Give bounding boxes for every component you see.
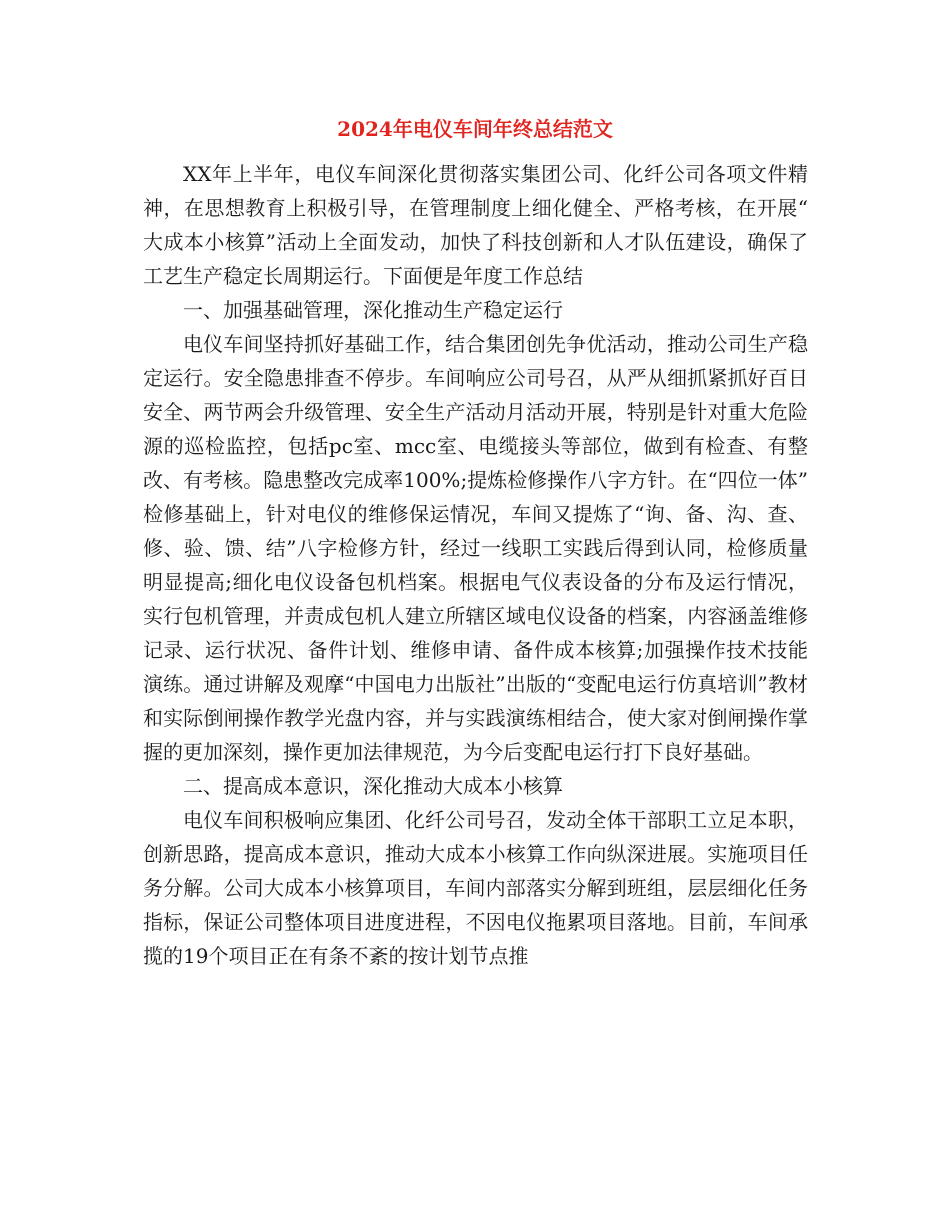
section-heading-1: 一、加强基础管理，深化推动生产稳定运行 (183, 298, 563, 322)
document-body (143, 157, 808, 973)
section-2-paragraph: 电仪车间积极响应集团、化纤公司号召，发动全体干部职工立足本职，创新思路，提高成本意识，推动大成本小核算工作向纵深进展。实施项目任务分解。公司大成本小核算项目，车间内部落实分解到班组，层层细化任务指标，保证公司整体项目进度进程，不因电仪拖累项目落地。目前，车间承揽的19个项目正在有条不紊的按计划节点推 (143, 808, 808, 968)
section-1-paragraph: 电仪车间坚持抓好基础工作，结合集团创先争优活动，推动公司生产稳定运行。安全隐患排查不停步。车间响应公司号召，从严从细抓紧抓好百日安全、两节两会升级管理、安全生产活动月活动开展，特别是针对重大危险源的巡检监控，包括pc室、mcc室、电缆接头等部位，做到有检查、有整改、有考核。隐患整改完成率100%;提炼检修操作八字方针。在“四位一体”检修基础上，针对电仪的维修保运情况，车间又提炼了“询、备、沟、查、修、验、馈、结”八字检修方针，经过一线职工实践后得到认同，检修质量明显提高;细化电仪设备包机档案。根据电气仪表设备的分布及运行情况，实行包机管理，并责成包机人建立所辖区域电仪设备的档案，内容涵盖维修记录、运行状况、备件计划、维修申请、备件成本核算;加强操作技术技能演练。通过讲解及观摩“中国电力出版社”出版的“变配电运行仿真培训”教材和实际倒闸操作教学光盘内容，并与实践演练相结合，使大家对倒闸操作掌握的更加深刻，操作更加法律规范，为今后变配电运行打下良好基础。 (143, 332, 808, 764)
intro-paragraph: XX年上半年，电仪车间深化贯彻落实集团公司、化纤公司各项文件精神，在思想教育上积极引导，在管理制度上细化健全、严格考核，在开展“大成本小核算”活动上全面发动，加快了科技创新和人才队伍建设，确保了工艺生产稳定长周期运行。下面便是年度工作总结 (143, 162, 808, 288)
section-heading-2: 二、提高成本意识，深化推动大成本小核算 (183, 774, 563, 798)
document-title: 2024年电仪车间年终总结范文 (337, 117, 613, 141)
